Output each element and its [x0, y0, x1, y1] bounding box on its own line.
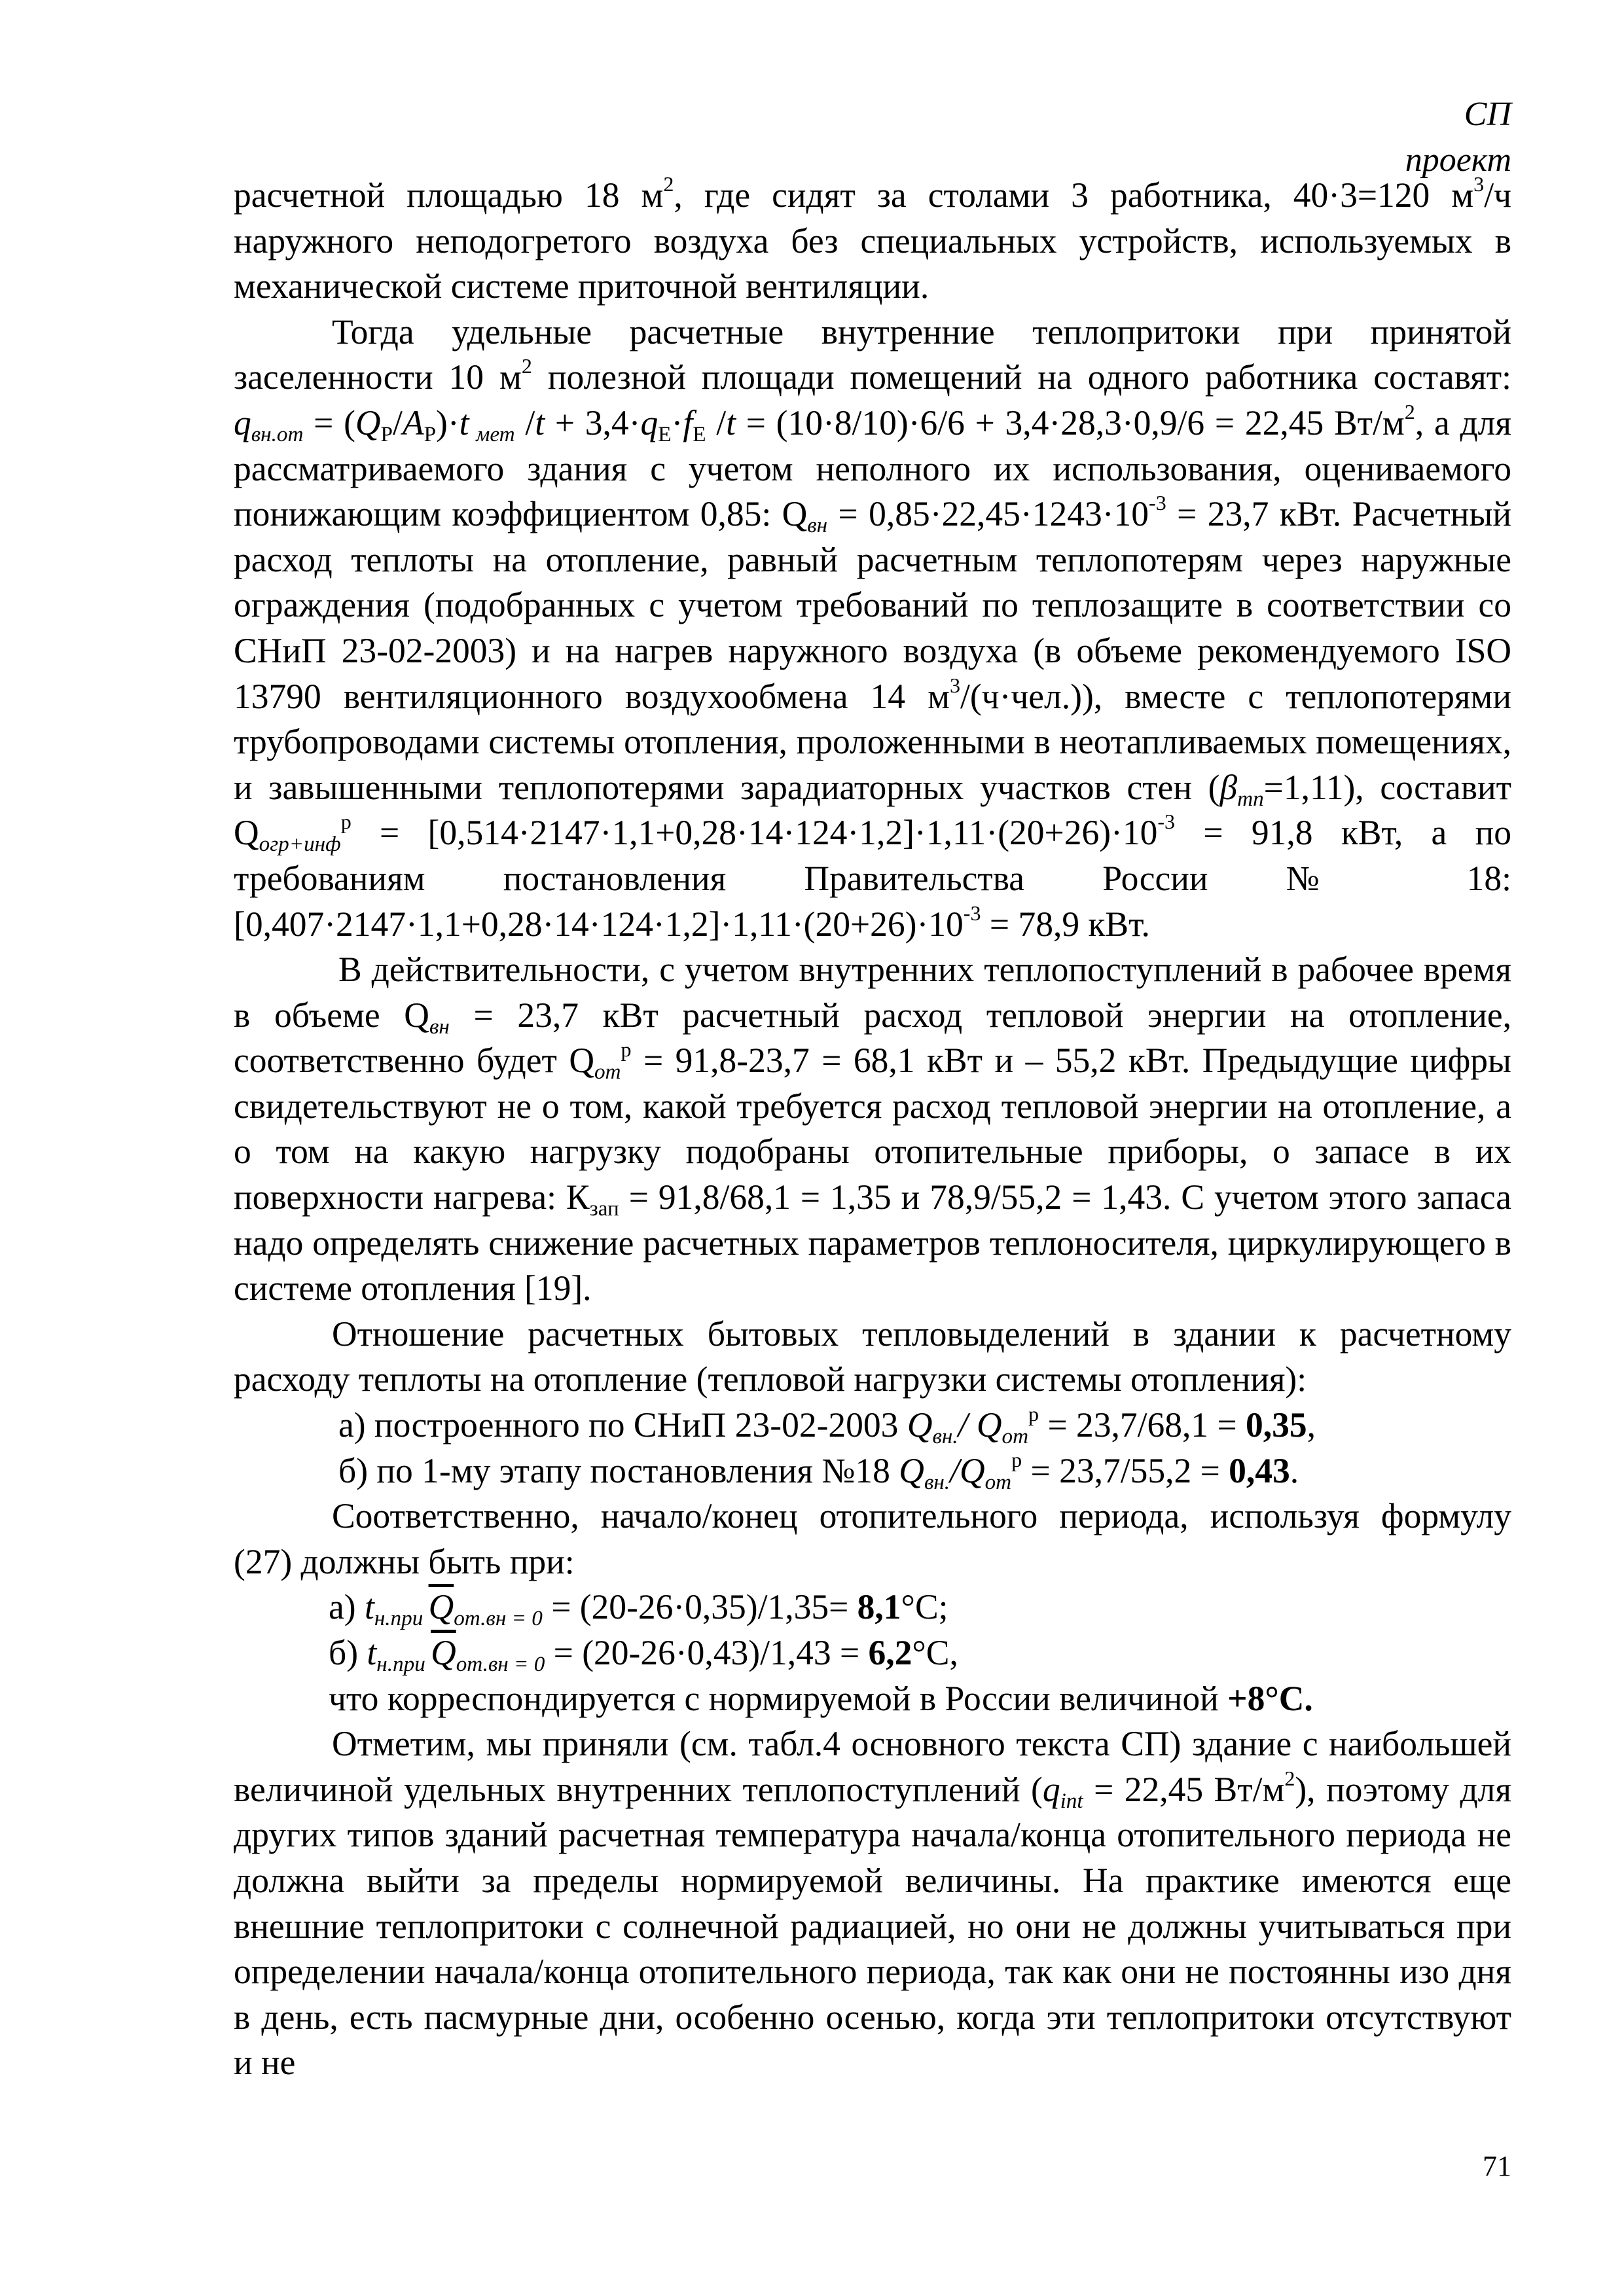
formula-conclusion: что корреспондируется с нормируемой в России величиной +8°С. — [329, 1678, 1313, 1718]
paragraph-5: Соответственно, начало/конец отопительного периода, используя формулу (27) должны быть при: — [234, 1496, 1511, 1581]
header-subtitle: проект — [1405, 141, 1511, 179]
paragraph-6: Отметим, мы приняли (см. табл.4 основного текста СП) здание с наибольшей величиной удельных внутренних теплопоступлений ($q_{int} = 22,45$ $Вт/м^2$), поэтому для других типов зданий расчетная температура начала/конца отопительного периода не должна выйти за пределы нормируемой величины. На практике имеются еще внешние теплопритоки с солнечной радиацией, но они не должны учитываться при определении начала/конца отопительного периода, так как они не постоянны изо дня в день, есть пасмурные дни, особенно осенью, когда эти теплопритоки отсутствуют и не — [234, 1724, 1511, 2083]
paragraph-3: В действительности, с учетом внутренних теплопоступлений в рабочее время в объеме $Q_{вн} = 23,7$ кВт расчетный расход тепловой энергии на отопление, соответственно будет $Q_{от}^р = 91,8-23,7 = 68,1$ кВт и – 55,2 кВт. Предыдущие цифры свидетельствуют не о том, какой требуется расход тепловой энергии на отопление, а о том на какую нагрузку подобраны отопительные приборы, о запасе в их поверхности нагрева: $К_{зап} = 91,8/68,1 = 1,35$ и 78,9/55,2 = 1,43. С учетом этого запаса надо определять снижение расчетных параметров теплоносителя, циркулирующего в системе отопления [19]. — [234, 950, 1512, 1308]
list-item-a: а) построенного по СНиП 23-02-2003 $Q_{вн.}/$ $Q_{от}^р = 23,7/68,1 = 0,35$, — [338, 1401, 1316, 1448]
paragraph-1: расчетной площадью 18 $м^2$, где сидят за столами 3 работника, 40·3=120 $м^3/ч$ наружного неподогретого воздуха без специальных устройств, используемых в механической системе приточной вентиляции. — [234, 171, 1511, 306]
running-header — [1405, 92, 1511, 183]
page-number: 71 — [1483, 2150, 1511, 2182]
paragraph-2: Тогда удельные расчетные внутренние теплопритоки при принятой заселенности 10 $м^2$ полезной площади помещений на одного работника составят: $q_{вн.от} = (Q_P/A_P)\cdot t$ $_{мет}$ $/t + 3,4\cdot q_E\cdot f_E$ /t = (10·8/10)·6/6 + 3,4·28,3·0,9/6 = 22,45 $Вт/м^2$, а для рассматриваемого здания с учетом неполного их использования, оцениваемого понижающим коэффициентом 0,85: $Q_{вн} = 0,85\cdot 22,45\cdot 1243\cdot 10^{-3} = 23,7$ кВт. Расчетный расход теплоты на отопление, равный расчетным теплопотерям через наружные ограждения (подобранных с учетом требований по теплозащите в соответствии со СНиП 23-02-2003) и на нагрев наружного воздуха (в объеме рекомендуемого ISO 13790 вентиляционного воздухообмена 14 $м^3/(ч\cdot чел.)$), вместе с теплопотерями трубопроводами системы отопления, проложенными в неотапливаемых помещениях, и завышенными теплопотерями зарадиаторных участков стен $(\beta_{тп}=1,11)$, составит $Q_{огр+инф}^р = [0,514\cdot 2147\cdot 1,1+0,28\cdot 14\cdot 124\cdot 1,2]\cdot 1,11\cdot(20+26)\cdot 10^{-3} = 91,8$ кВт, а по требованиям постановления Правительства России № 18: $[0,407\cdot 2147\cdot 1,1+0,28\cdot 14\cdot 124\cdot 1,2]\cdot 1,11\cdot(20+26)\cdot 10^{-3} = 78,9$ кВт. — [234, 312, 1511, 944]
formula-b: б) $t_{н.при}$ $\overline{Q}_{от.вн = 0} = (20-26\cdot 0,43)/1,43 = 6,2^\circ С$, — [329, 1633, 958, 1676]
paragraph-4: Отношение расчетных бытовых тепловыделений в здании к расчетному расходу теплоты на отопление (тепловой нагрузки системы отопления): — [234, 1314, 1511, 1399]
body-text — [234, 173, 1511, 2086]
header-title: СП — [1464, 96, 1511, 133]
formula-a: а) $t_{н.при}$ $\overline{Q}_{от.вн = 0} = (20-26\cdot 0,35)/1,35= 8,1^\circ С$; — [329, 1587, 948, 1631]
list-item-b: б) по 1-му этапу постановления №18 $Q_{вн.}/Q_{от}^р = 23,7/55,2 = 0,43$. — [338, 1447, 1299, 1494]
